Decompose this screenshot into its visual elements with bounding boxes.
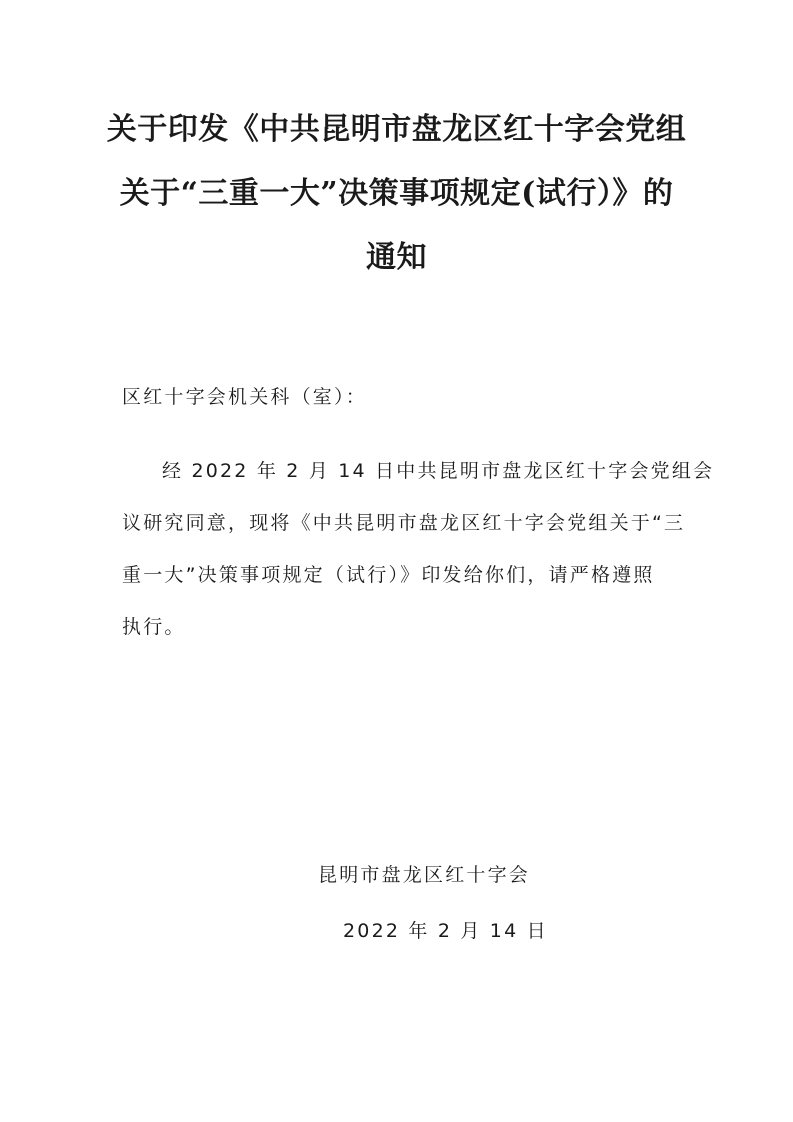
title-line-3: 通知 xyxy=(366,240,427,275)
signature-date: 2022 年 2 月 14 日 xyxy=(343,920,548,942)
signature-organization: 昆明市盘龙区红十字会 xyxy=(318,864,531,886)
body-line-1: 经 2022 年 2 月 14 日中共昆明市盘龙区红十字会党组会 xyxy=(162,460,715,482)
title-line-2: 关于“三重一大”决策事项规定(试行）》的 xyxy=(119,176,674,211)
body-line-3: 重一大”决策事项规定（试行）》印发给你们，请严格遵照 xyxy=(122,564,655,586)
body-line-4: 执行。 xyxy=(122,616,186,638)
body-line-2: 议研究同意，现将《中共昆明市盘龙区红十字会党组关于“三 xyxy=(122,512,686,534)
document-title xyxy=(100,98,693,290)
title-line-1: 关于印发《中共昆明市盘龙区红十字会党组 xyxy=(106,112,687,147)
addressee: 区红十字会机关科（室）： xyxy=(122,386,367,408)
